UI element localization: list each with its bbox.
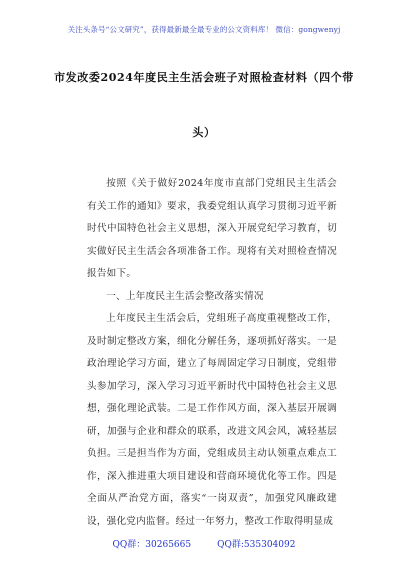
section-1-paragraph: 上年度民主生活会后，党组班子高度重视整改工作，及时制定整改方案，细化分解任务，逐项抓好落实。一是政治理论学习方面，建立了每周固定学习日制度，党组带头参加学习，深入学习习近平新时代中国特色社会主义思想，强化理论武装。二是工作作风方面，深入基层开展调研，加强与企业和群众的联系，改进文风会风，减轻基层负担。三是担当作为方面，党组成员主动认领重点难点工作，深入推进重大项目建设和营商环境优化等工作。四是全面从严治党方面，落实“一岗双责”，加强党风廉政建设，强化党内监督。经过一年努力，整改工作取得明显成 [87,313,337,527]
header-promo-note: 关注头条号“公文研究”，获得最新最全最专业的公文资料库！ 微信：gongwenyj [67,25,341,34]
footer-contact [0,537,408,550]
section-1-heading: 一、上年度民主生活会整改落实情况 [106,290,264,302]
document-title-line-2: 头） [192,126,216,139]
footer-qq-group-1: QQ群：30265665 [112,540,192,550]
document-body [87,173,337,533]
intro-paragraph: 按照《关于做好2024年度市直部门党组民主生活会有关工作的通知》要求，我委党组认真学习贯彻习近平新时代中国特色社会主义思想，深入开展党纪学习教育，切实做好民主生活会各项准备工作。现将有关对照检查情况报告如下。 [87,178,337,279]
document-title-line-1: 市发改委2024年度民主生活会班子对照检查材料（四个带 [54,71,354,84]
footer-qq-group-2: QQ群:535304092 [217,540,296,550]
